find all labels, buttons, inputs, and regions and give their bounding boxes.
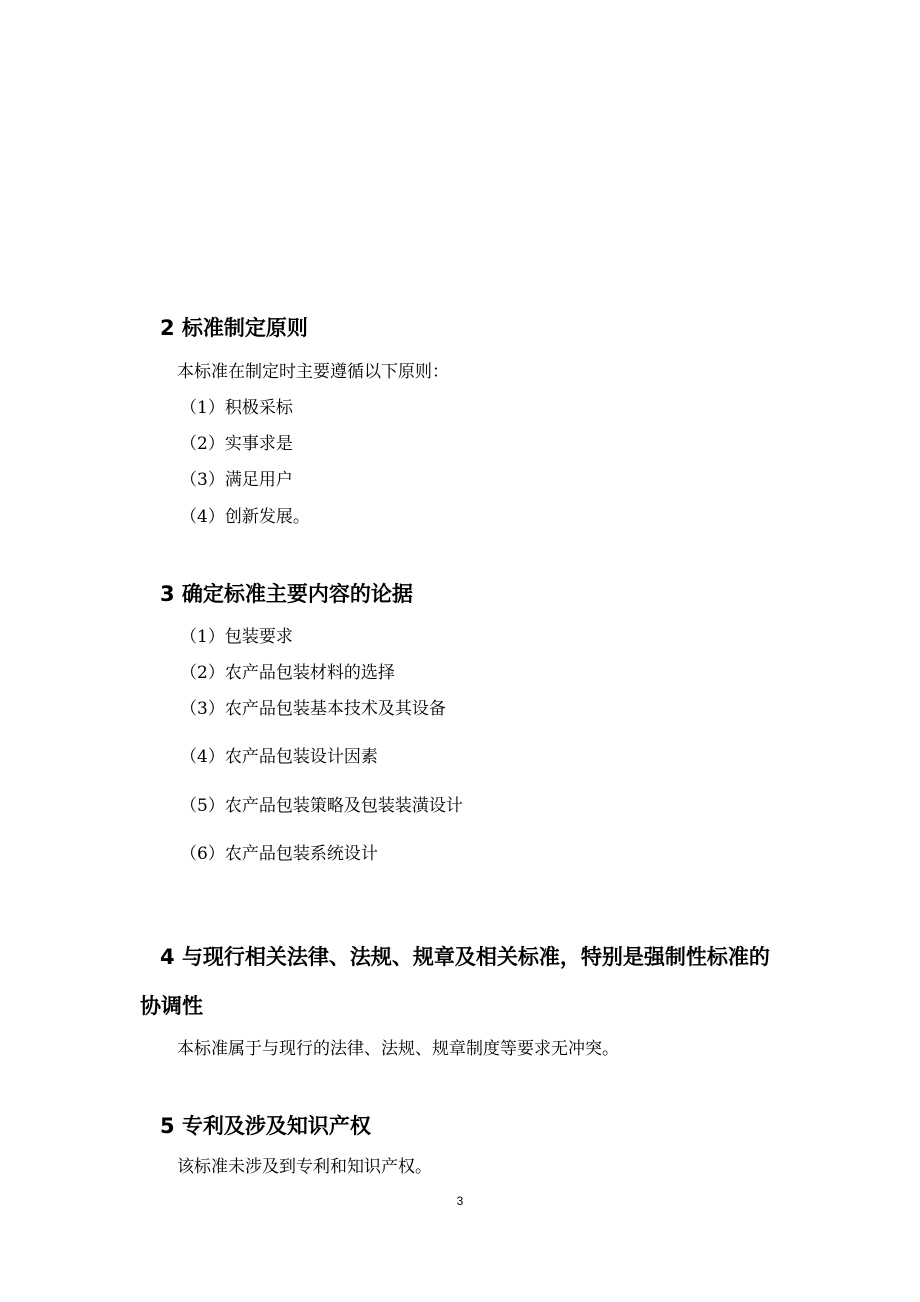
page-number: 3 (456, 1194, 464, 1208)
section-3-item-4: （4）农产品包装设计因素 (180, 747, 378, 767)
section-2-item-3: （3）满足用户 (180, 470, 293, 490)
section-5-text: 该标准未涉及到专利和知识产权。 (177, 1157, 432, 1177)
section-2-item-4: （4）创新发展。 (180, 507, 310, 527)
section-4-text: 本标准属于与现行的法律、法规、规章制度等要求无冲突。 (177, 1039, 619, 1059)
section-4-heading-line-2: 协调性 (140, 994, 203, 1018)
section-2-item-2: （2）实事求是 (180, 434, 293, 454)
section-3-item-1: （1）包装要求 (180, 627, 293, 647)
section-5-heading: 5 专利及涉及知识产权 (160, 1114, 371, 1138)
section-3-item-2: （2）农产品包装材料的选择 (180, 663, 395, 683)
section-3-heading: 3 确定标准主要内容的论据 (160, 582, 413, 606)
section-3-item-3: （3）农产品包装基本技术及其设备 (180, 699, 446, 719)
section-2-intro: 本标准在制定时主要遵循以下原则： (177, 362, 449, 382)
section-4-heading-line-1: 4 与现行相关法律、法规、规章及相关标准，特别是强制性标准的 (160, 945, 770, 969)
section-2-heading: 2 标准制定原则 (160, 316, 308, 340)
section-3-item-5: （5）农产品包装策略及包装装潢设计 (180, 796, 463, 816)
section-3-item-6: （6）农产品包装系统设计 (180, 844, 378, 864)
section-2-item-1: （1）积极采标 (180, 398, 293, 418)
